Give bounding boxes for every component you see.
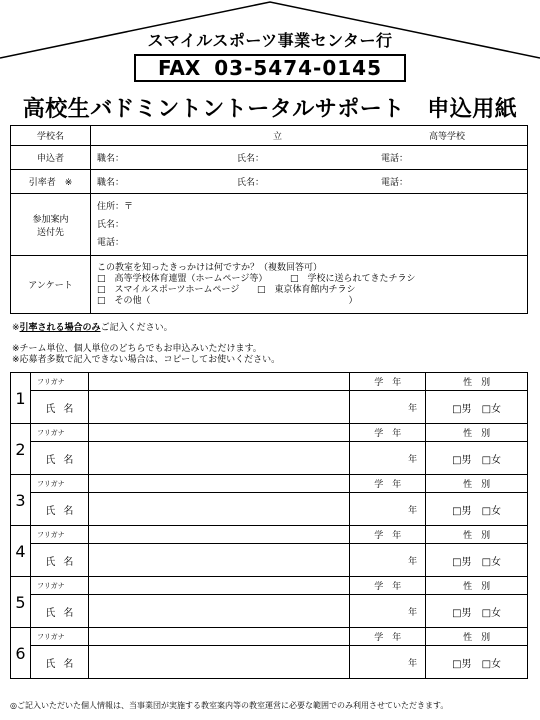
furigana-label: フリガナ — [30, 424, 88, 442]
grade-input[interactable] — [350, 391, 426, 424]
fax-box — [134, 54, 406, 82]
entry-note-team: ※チーム単位、個人単位のどちらでもお申込みいただけます。 — [12, 344, 262, 354]
applicant-label: 申込者 — [11, 146, 91, 170]
furigana-label: フリガナ — [30, 475, 88, 493]
name-label: 氏名 — [30, 391, 88, 424]
destination-phone: 電話： — [97, 237, 125, 248]
sex-options — [426, 493, 528, 526]
furigana-label: フリガナ — [30, 577, 88, 595]
furigana-input[interactable] — [88, 526, 349, 544]
name-input[interactable] — [88, 544, 349, 577]
furigana-input[interactable] — [88, 577, 349, 595]
sex-label: 性 別 — [426, 475, 528, 493]
school-type-suffix: 高等学校 — [429, 132, 466, 142]
participant-furigana-row — [11, 475, 528, 493]
applicant-name: 氏名： — [237, 154, 265, 164]
furigana-input[interactable] — [88, 373, 349, 391]
participant-number: 4 — [11, 526, 31, 577]
grade-unit: 年 — [408, 403, 418, 414]
name-input[interactable] — [88, 646, 349, 679]
grade-input[interactable] — [350, 595, 426, 628]
grade-input[interactable] — [350, 646, 426, 679]
name-label: 氏名 — [30, 595, 88, 628]
survey-field — [91, 256, 528, 314]
name-input[interactable] — [88, 442, 349, 475]
participant-name-row — [11, 493, 528, 526]
furigana-label: フリガナ — [30, 628, 88, 646]
name-label: 氏名 — [30, 442, 88, 475]
name-label: 氏名 — [30, 646, 88, 679]
leader-position: 職名： — [97, 178, 125, 188]
grade-label: 学 年 — [350, 475, 426, 493]
name-label: 氏名 — [30, 493, 88, 526]
survey-label: アンケート — [11, 256, 91, 314]
participant-number: 5 — [11, 577, 31, 628]
applicant-phone: 電話： — [381, 154, 409, 164]
male-checkbox[interactable]: □男 — [452, 505, 472, 517]
name-label: 氏名 — [30, 544, 88, 577]
school-prefecture-suffix: 立 — [273, 132, 283, 142]
male-checkbox[interactable]: □男 — [452, 607, 472, 619]
applicant-info-table — [10, 125, 528, 314]
participant-furigana-row — [11, 628, 528, 646]
entry-note-copy: ※応募者多数で記入できない場合は、コピーしてお使いください。 — [12, 355, 281, 365]
sex-options — [426, 391, 528, 424]
grade-input[interactable] — [350, 493, 426, 526]
leader-phone: 電話： — [381, 178, 409, 188]
destination-row — [11, 194, 528, 256]
school-field[interactable] — [91, 126, 528, 146]
leader-label: 引率者 ※ — [11, 170, 91, 194]
survey-option-other[interactable]: □ その他（ ） — [97, 295, 358, 306]
grade-unit: 年 — [408, 607, 418, 618]
female-checkbox[interactable]: □女 — [481, 454, 502, 466]
leader-name: 氏名： — [237, 178, 265, 188]
survey-option-federation[interactable]: □ 高等学校体育連盟（ホームページ等） — [97, 273, 268, 284]
participant-name-row — [11, 442, 528, 475]
participant-number: 3 — [11, 475, 31, 526]
fax-number: 03-5474-0145 — [214, 56, 383, 80]
destination-label: 参加案内 送付先 — [11, 194, 91, 256]
female-checkbox[interactable]: □女 — [481, 607, 502, 619]
grade-unit: 年 — [408, 658, 418, 669]
sex-label: 性 別 — [426, 628, 528, 646]
participant-furigana-row — [11, 577, 528, 595]
male-checkbox[interactable]: □男 — [452, 658, 472, 670]
survey-option-gym-flyer[interactable]: □ 東京体育館内チラシ — [257, 284, 356, 295]
survey-option-school-flyer[interactable]: □ 学校に送られてきたチラシ — [290, 273, 416, 284]
female-checkbox[interactable]: □女 — [481, 505, 502, 517]
survey-question: この教室を知ったきっかけは何ですか？（複数回答可） — [97, 262, 323, 273]
sex-options — [426, 595, 528, 628]
name-input[interactable] — [88, 493, 349, 526]
destination-name: 氏名： — [97, 219, 125, 230]
participant-furigana-row — [11, 373, 528, 391]
school-row — [11, 126, 528, 146]
destination-address: 住所：〒 — [97, 201, 134, 212]
applicant-position: 職名： — [97, 154, 125, 164]
female-checkbox[interactable]: □女 — [481, 556, 502, 568]
participant-furigana-row — [11, 424, 528, 442]
male-checkbox[interactable]: □男 — [452, 556, 472, 568]
lead-note: ※引率される場合のみご記入ください。 — [12, 323, 173, 333]
applicant-row — [11, 146, 528, 170]
leader-field[interactable] — [91, 170, 528, 194]
furigana-label: フリガナ — [30, 373, 88, 391]
furigana-input[interactable] — [88, 424, 349, 442]
name-input[interactable] — [88, 391, 349, 424]
grade-label: 学 年 — [350, 526, 426, 544]
sex-options — [426, 544, 528, 577]
male-checkbox[interactable]: □男 — [452, 403, 472, 415]
sex-label: 性 別 — [426, 526, 528, 544]
survey-row — [11, 256, 528, 314]
grade-label: 学 年 — [350, 628, 426, 646]
furigana-label: フリガナ — [30, 526, 88, 544]
privacy-note: ◎ご記入いただいた個人情報は、当事業団が実施する教室案内等の教室運営に必要な範囲でのみ利用させていただきます。 — [10, 701, 449, 710]
recipient-title: スマイルスポーツ事業センター行 — [147, 31, 393, 50]
sex-options — [426, 646, 528, 679]
fax-label: FAX — [157, 56, 201, 80]
participant-name-row — [11, 646, 528, 679]
applicant-field[interactable] — [91, 146, 528, 170]
participant-number: 2 — [11, 424, 31, 475]
furigana-input[interactable] — [88, 628, 349, 646]
grade-unit: 年 — [408, 505, 418, 516]
leader-row — [11, 170, 528, 194]
survey-option-homepage[interactable]: □ スマイルスポーツホームページ — [97, 284, 240, 295]
female-checkbox[interactable]: □女 — [481, 658, 502, 670]
sex-options — [426, 442, 528, 475]
furigana-input[interactable] — [88, 475, 349, 493]
participant-name-row — [11, 544, 528, 577]
lead-note-emphasis: 引率される場合のみ — [19, 323, 101, 333]
grade-label: 学 年 — [350, 424, 426, 442]
sex-label: 性 別 — [426, 373, 528, 391]
destination-field[interactable] — [91, 194, 528, 256]
participant-number: 6 — [11, 628, 31, 679]
name-input[interactable] — [88, 595, 349, 628]
participant-name-row — [11, 595, 528, 628]
sex-label: 性 別 — [426, 424, 528, 442]
female-checkbox[interactable]: □女 — [481, 403, 502, 415]
form-title: 高校生バドミントントータルサポート 申込用紙 — [22, 97, 518, 122]
grade-input[interactable] — [350, 544, 426, 577]
grade-unit: 年 — [408, 556, 418, 567]
participants-table — [10, 372, 528, 679]
participant-number: 1 — [11, 373, 31, 424]
grade-unit: 年 — [408, 454, 418, 465]
male-checkbox[interactable]: □男 — [452, 454, 472, 466]
grade-label: 学 年 — [350, 373, 426, 391]
school-label: 学校名 — [11, 126, 91, 146]
sex-label: 性 別 — [426, 577, 528, 595]
entry-notes — [12, 344, 280, 366]
grade-input[interactable] — [350, 442, 426, 475]
participant-name-row — [11, 391, 528, 424]
participant-furigana-row — [11, 526, 528, 544]
grade-label: 学 年 — [350, 577, 426, 595]
